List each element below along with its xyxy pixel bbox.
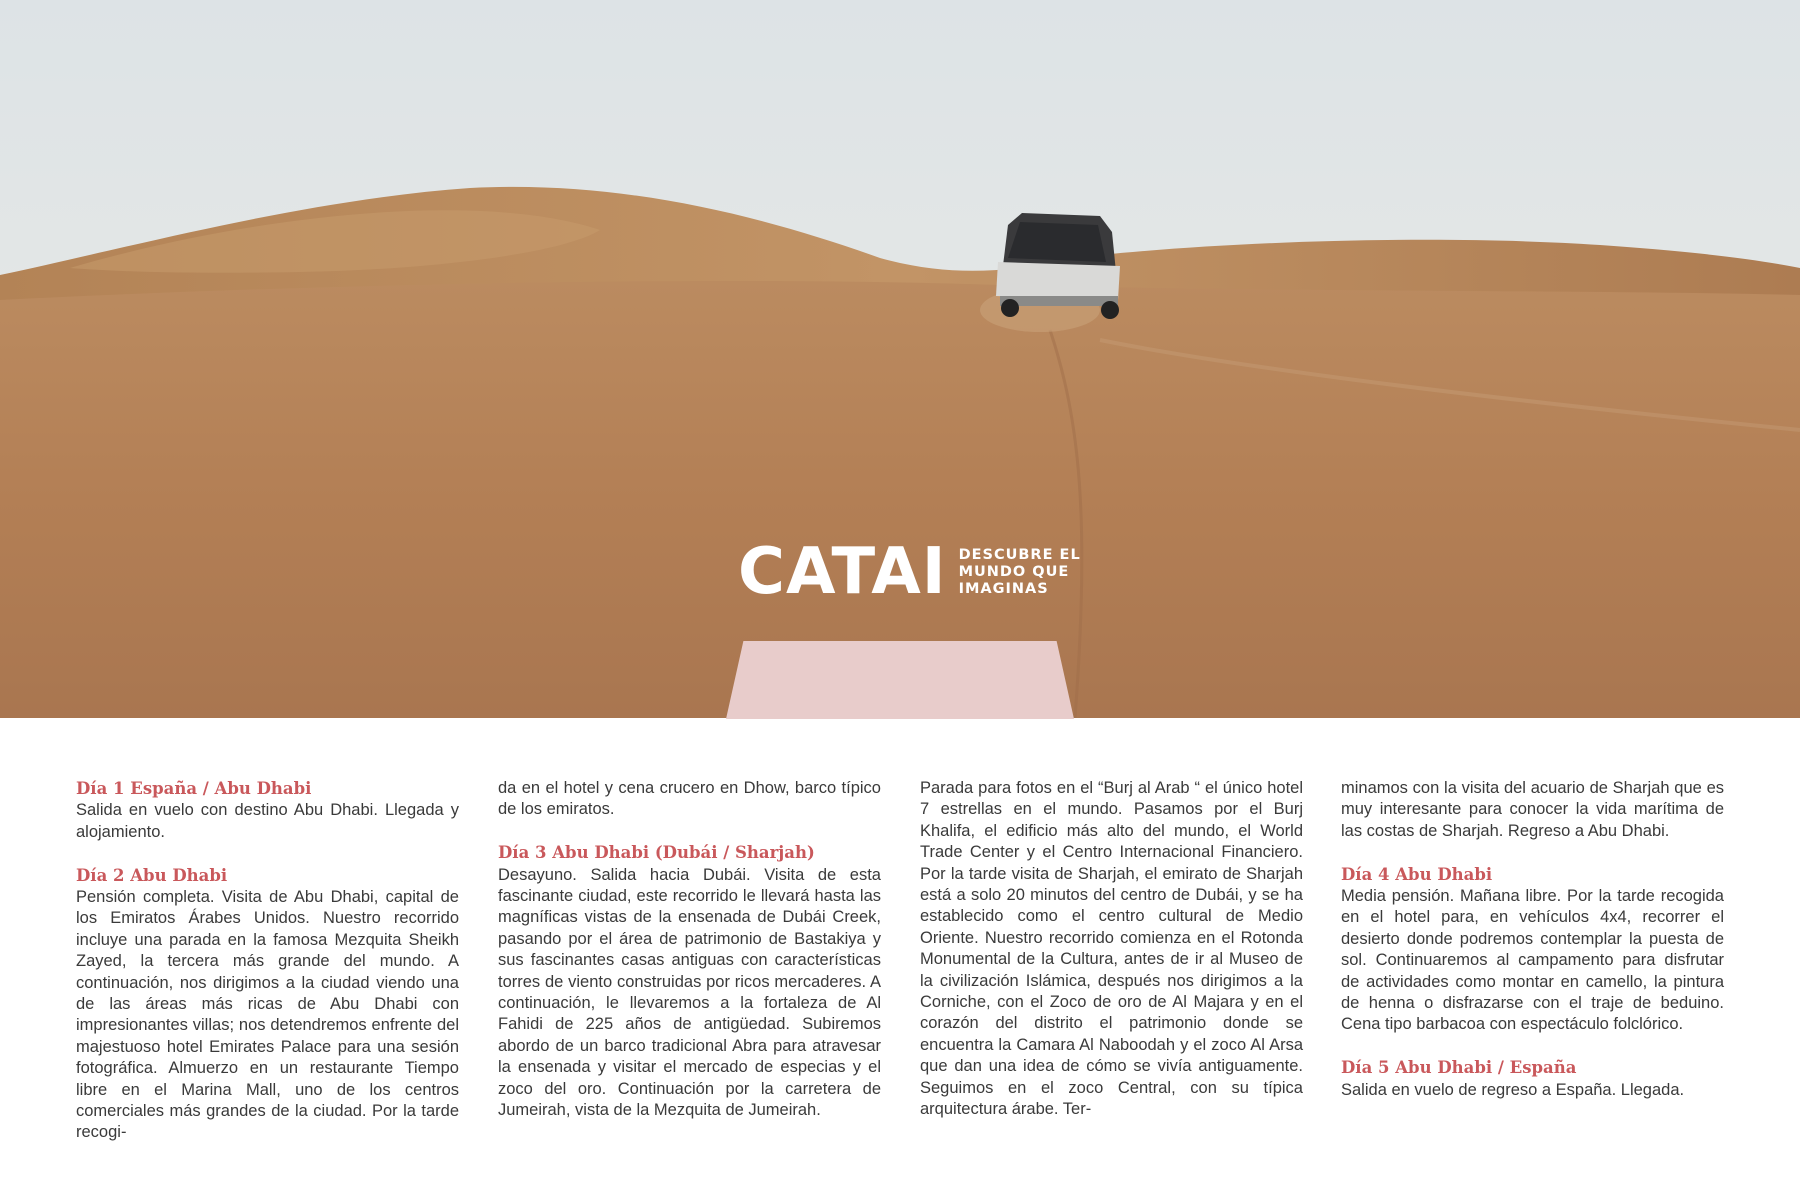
day-4-block bbox=[1341, 864, 1724, 1036]
day-1-title: Día 1 España / Abu Dhabi bbox=[76, 779, 312, 798]
day-1-text: Salida en vuelo con destino Abu Dhabi. Llegada y alojamiento. bbox=[76, 801, 459, 841]
day-3-end bbox=[1341, 778, 1724, 842]
column-3 bbox=[920, 778, 1303, 1142]
suv-icon bbox=[996, 213, 1120, 319]
decorative-tab bbox=[726, 641, 1074, 719]
brand-tagline bbox=[959, 547, 1081, 598]
day-2-text: Pensión completa. Visita de Abu Dhabi, capital de los Emiratos Árabes Unidos. Nuestro recorrido incluye una parada en la famosa Mezquita Sheikh Zayed, la tercera más grande del mundo. A continuación, nos dirigimos a la ciudad viendo una de las áreas más ricas de Abu Dhabi con impresionantes villas; nos detendremos enfrente del majestuoso hotel Emirates Palace para una sesión fotográfica. Almuerzo en un restaurante Tiempo libre en el Marina Mall, uno de los centros comerciales más grandes de la ciudad. Por la tarde recogi- bbox=[76, 888, 459, 1142]
day-4-title: Día 4 Abu Dhabi bbox=[1341, 864, 1493, 884]
day-2-continued bbox=[498, 778, 881, 821]
tagline-line-3: IMAGINAS bbox=[958, 580, 1049, 597]
day-3-text: Desayuno. Salida hacia Dubái. Visita de esta fascinante ciudad, este recorrido le llevará hasta las magníficas vistas de la ensenada de Dubái Creek, pasando por el área de patrimonio de Bastakiya y sus fascinantes casas antiguas con características torres de viento construidas por ricos mercaderes. A continuación, le llevaremos a la fortaleza de Al Fahidi de 225 años de antigüedad. Subiremos abordo de un barco tradicional Abra para atravesar la ensenada y visitar el mercado de especias y el zoco del oro. Continuación por la carretera de Jumeirah, vista de la Mezquita de Jumeirah. bbox=[498, 865, 881, 1120]
day-5-title: Día 5 Abu Dhabi / España bbox=[1341, 1058, 1577, 1078]
day-4-text: Media pensión. Mañana libre. Por la tarde recogida en el hotel para, en vehículos 4x4, recorrer el desierto donde podremos contemplar la puesta de sol. Continuaremos al campamento para disfrutar de actividades como montar en camello, la pintura de henna o disfrazarse con el traje de beduino. Cena tipo barbacoa con espectáculo folclórico. bbox=[1341, 887, 1724, 1034]
catai-logo bbox=[738, 535, 1081, 609]
day-5-text: Salida en vuelo de regreso a España. Llegada. bbox=[1341, 1080, 1685, 1099]
day-2-block bbox=[76, 865, 459, 1144]
column-2 bbox=[498, 778, 881, 1143]
column-4 bbox=[1341, 778, 1724, 1122]
day-3-title: Día 3 Abu Dhabi (Dubái / Sharjah) bbox=[498, 843, 815, 863]
day-2-title: Día 2 Abu Dhabi bbox=[76, 865, 228, 885]
day-3-continued-text: Parada para fotos en el “Burj al Arab “ el único hotel 7 estrellas en el mundo. Pasamos por el Burj Khalifa, el edificio más alto del mundo, el World Trade Center y el Centro Internacional Financiero. Por la tarde visita de Sharjah, el emirato de Sharjah está a solo 20 minutos del centro de Dubái, y se ha establecido como el centro cultural de Medio Oriente. Nuestro recorrido comienza en el Rotonda Monumental de la Cultura, antes de ir al Museo de la civilización Islámica, después nos dirigimos a la Corniche, con el Zoco de oro de Al Majara y en el corazón del distrito el patrimonio donde se encuentra la Camara Al Naboodah y el zoco Al Arsa que dan una idea de cómo se vivía antiguamente. Seguimos en el zoco Central, con su típica arquitectura árabe. Ter- bbox=[920, 779, 1303, 1119]
brand-name: CATAI bbox=[738, 535, 947, 609]
day-5-block bbox=[1341, 1057, 1724, 1101]
tagline-line-2: MUNDO QUE bbox=[958, 563, 1070, 580]
day-1-block bbox=[76, 778, 459, 843]
day-3-block bbox=[498, 842, 881, 1121]
day-2-continued-text: da en el hotel y cena crucero en Dhow, barco típico de los emiratos. bbox=[498, 779, 881, 819]
tagline-line-1: DESCUBRE EL bbox=[958, 546, 1081, 563]
day-3-end-text: minamos con la visita del acuario de Sharjah que es muy interesante para conocer la vida marítima de las costas de Sharjah. Regreso a Abu Dhabi. bbox=[1341, 779, 1724, 840]
column-1 bbox=[76, 778, 459, 1165]
day-3-continued bbox=[920, 778, 1303, 1121]
